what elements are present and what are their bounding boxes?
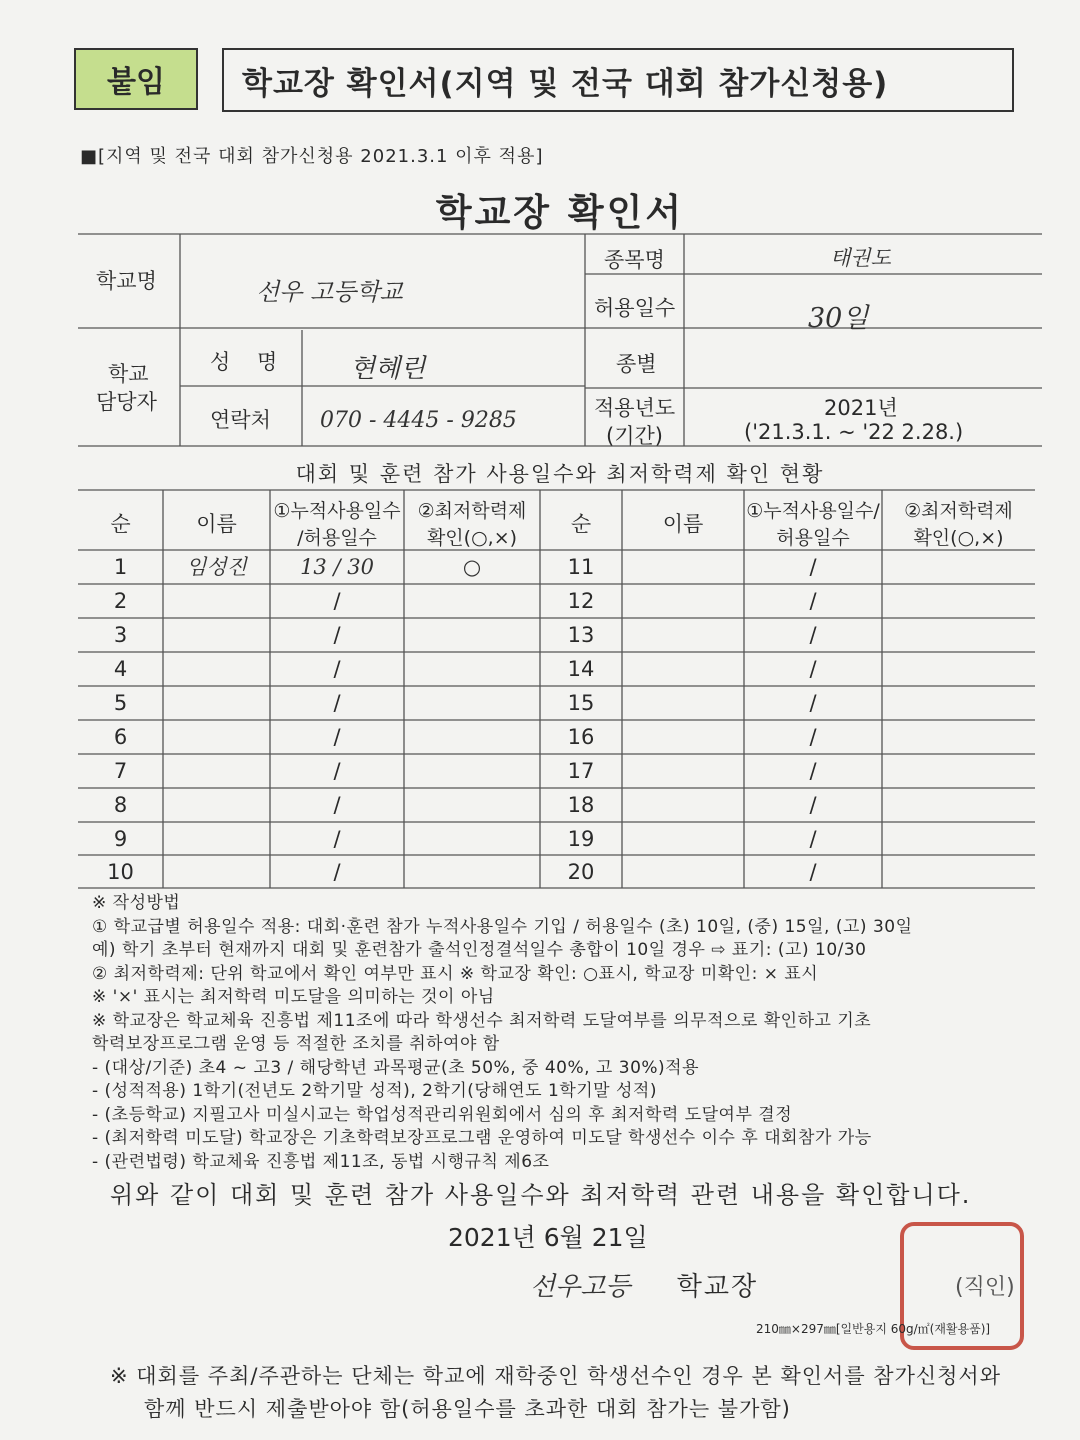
cell-right-no: 12 [567, 589, 595, 613]
status-table-title: 대회 및 훈련 참가 사용일수와 최저학력제 확인 현황 [295, 462, 825, 486]
header-check-left-1: ②최저학력제 [417, 500, 527, 522]
cell-left-days: / [333, 725, 341, 749]
cell-left-days: / [333, 657, 341, 681]
cell-left-no: 8 [113, 793, 128, 817]
cell-left-check: ○ [462, 555, 482, 579]
type-label: 종별 [616, 352, 657, 376]
school-label: 학교명 [96, 269, 157, 293]
cell-right-no: 16 [567, 725, 595, 749]
note-line: 학력보장프로그램 운영 등 적절한 조치를 취하여야 함 [92, 1034, 500, 1054]
cell-left-no: 7 [113, 759, 128, 783]
note-line: ※ 작성방법 [92, 893, 181, 913]
cell-left-days: / [333, 759, 341, 783]
header-check-right-1: ②최저학력제 [904, 500, 1013, 522]
contact-label: 연락처 [210, 408, 271, 432]
cell-right-days: / [809, 859, 817, 884]
cell-right-days: / [809, 589, 817, 613]
year-label-line2: (기간) [606, 424, 663, 448]
header-no-right: 순 [570, 512, 592, 536]
note-line: 예) 학기 초부터 현재까지 대회 및 훈련참가 출석인정결석일수 총합이 10일 경우 ⇨ 표기: (고) 10/30 [92, 940, 867, 960]
note-line: ① 학교급별 허용일수 적용: 대회·훈련 참가 누적사용일수 기입 / 허용일수 (초) 10일, (중) 15일, (고) 30일 [92, 916, 913, 937]
cell-right-days: / [809, 657, 817, 681]
contact-value: 070 - 4445 - 9285 [320, 408, 517, 433]
note-line: - (초등학교) 지필고사 미실시교는 학업성적관리위원회에서 심의 후 최저학력 도달여부 결정 [92, 1104, 793, 1125]
manager-label-line1: 학교 [108, 362, 149, 386]
signer-school: 선우고등 [530, 1272, 631, 1302]
signature-date: 2021년 6월 21일 [448, 1223, 648, 1252]
cell-right-days: / [809, 793, 817, 817]
cell-left-days: / [333, 691, 341, 715]
note-line: ※ '×' 표시는 최저학력 미도달을 의미하는 것이 아님 [92, 987, 495, 1007]
seal-label: (직인) [955, 1275, 1015, 1300]
cell-left-days: / [333, 793, 341, 817]
allowed-days-value: 30일 [808, 303, 869, 334]
note-line: - (성적적용) 1학기(전년도 2학기말 성적), 2학기(당해연도 1학기말 성적) [92, 1081, 657, 1101]
cell-left-no: 1 [113, 555, 128, 579]
footer-line: ※ 대회를 주최/주관하는 단체는 학교에 재학중인 학생선수인 경우 본 확인서를 참가신청서와 [110, 1364, 1002, 1388]
cell-left-days: / [333, 859, 341, 884]
signer-title: 학교장 [676, 1272, 759, 1302]
cell-right-days: / [809, 623, 817, 647]
note-line: ※ 학교장은 학교체육 진흥법 제11조에 따라 학생선수 최저학력 도달여부를 의무적으로 확인하고 기초 [92, 1010, 872, 1031]
cell-left-no: 9 [113, 826, 128, 851]
header-check-left-2: 확인(○,×) [426, 527, 518, 549]
document-title: 학교장 확인서 [435, 191, 685, 234]
note-line: - (관련법령) 학교체육 진흥법 제11조, 동법 시행규칙 제6조 [92, 1151, 550, 1172]
header-name-left: 이름 [196, 512, 237, 536]
header-days-left-1: ①누적사용일수 [273, 500, 401, 522]
cell-right-days: / [809, 725, 817, 749]
cell-left-no: 10 [107, 859, 134, 884]
note-line: - (대상/기준) 초4 ~ 고3 / 해당학년 과목평균(초 50%, 중 40%, 고 30%)적용 [92, 1057, 700, 1078]
footer-line: 함께 반드시 제출받아야 함(허용일수를 초과한 대회 참가는 불가함) [144, 1397, 791, 1421]
signer-line [530, 1266, 758, 1303]
cell-left-no: 6 [113, 725, 128, 749]
cell-right-no: 15 [567, 691, 595, 715]
name-label: 성 명 [210, 350, 288, 374]
header-title: 학교장 확인서(지역 및 전국 대회 참가신청용) [222, 48, 1014, 112]
header-days-left-2: /허용일수 [297, 527, 377, 549]
header-check-right-2: 확인(○,×) [913, 527, 1004, 549]
confirmation-statement: 위와 같이 대회 및 훈련 참가 사용일수와 최저학력 관련 내용을 확인합니다. [110, 1181, 972, 1209]
cell-left-days: 13 / 30 [300, 555, 374, 579]
allowed-days-label: 허용일수 [594, 296, 676, 320]
cell-right-no: 20 [567, 859, 595, 884]
event-label: 종목명 [604, 248, 665, 272]
footer-notice [110, 1360, 1001, 1426]
cell-right-days: / [809, 826, 817, 851]
cell-right-no: 19 [567, 826, 595, 851]
school-value: 선우 고등학교 [256, 278, 403, 306]
cell-left-no: 2 [113, 589, 128, 613]
header-no-left: 순 [110, 512, 131, 536]
year-label-line1: 적용년도 [594, 396, 676, 420]
cell-left-days: / [333, 826, 341, 851]
cell-right-no: 18 [567, 793, 595, 817]
cell-right-no: 17 [567, 759, 595, 783]
cell-right-no: 11 [567, 555, 595, 579]
cell-left-name: 임성진 [186, 555, 247, 579]
header-name-right: 이름 [662, 512, 704, 536]
writing-instructions [92, 892, 913, 1174]
note-line: ② 최저학력제: 단위 학교에서 확인 여부만 표시 ※ 학교장 확인: ○표시, 학교장 미확인: × 표시 [92, 963, 819, 984]
cell-right-days: / [809, 691, 817, 715]
year-value: 2021년 [824, 396, 898, 420]
cell-left-days: / [333, 589, 341, 613]
cell-right-no: 13 [567, 623, 595, 647]
cell-left-days: / [333, 623, 341, 647]
period-value: ('21.3.1. ~ '22 2.28.) [744, 420, 964, 444]
header-days-right-1: ①누적사용일수/ [746, 500, 880, 522]
event-value: 태권도 [830, 246, 891, 270]
cell-right-days: / [809, 759, 817, 783]
paper-size-note: 210㎜×297㎜[일반용지 60g/㎡(재활용품)] [756, 1322, 991, 1336]
cell-left-no: 4 [113, 657, 128, 681]
cell-right-days: / [809, 555, 817, 579]
header-days-right-2: 허용일수 [776, 527, 850, 549]
cell-left-no: 3 [113, 623, 128, 647]
attachment-tag: 붙임 [74, 48, 198, 110]
manager-label-line2: 담당자 [96, 390, 157, 414]
name-value: 현혜린 [350, 354, 426, 384]
cell-right-no: 14 [567, 657, 595, 681]
notice-line: ■[지역 및 전국 대회 참가신청용 2021.3.1 이후 적용] [80, 146, 544, 167]
note-line: - (최저학력 미도달) 학교장은 기초학력보장프로그램 운영하여 미도달 학생선수 이수 후 대회참가 가능 [92, 1128, 872, 1148]
cell-left-no: 5 [113, 691, 128, 715]
